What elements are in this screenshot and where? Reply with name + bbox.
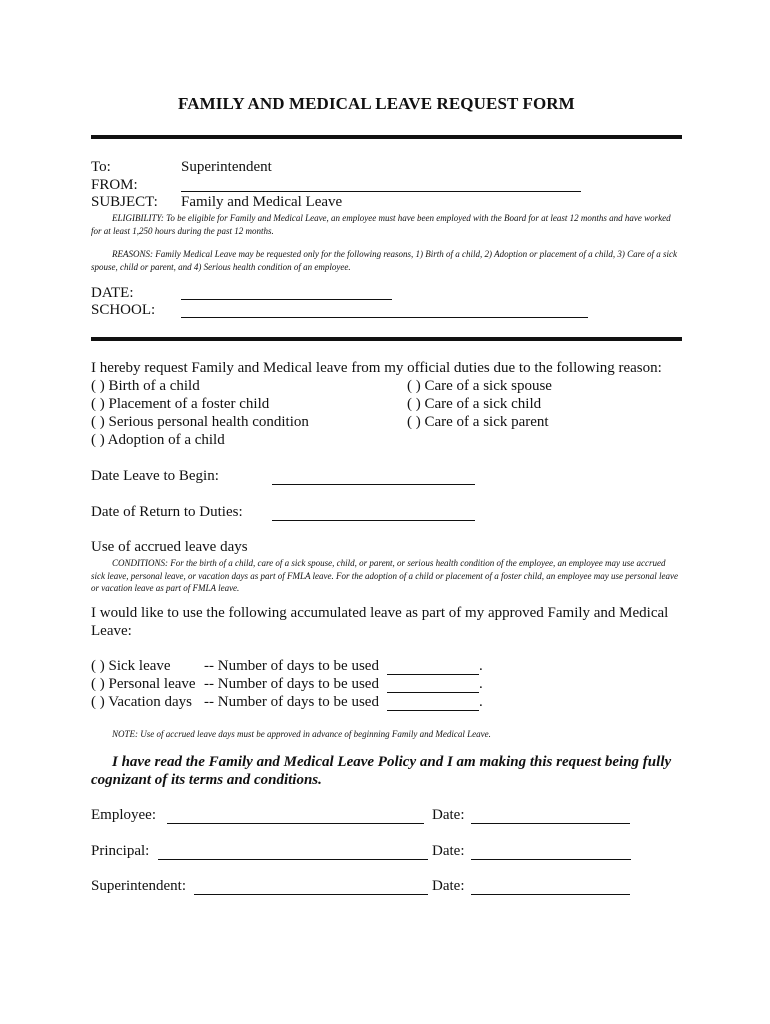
vacation-days-text: -- Number of days to be used: [204, 694, 379, 710]
date-leave-begin-label: Date Leave to Begin:: [91, 468, 219, 484]
to-label: To:: [91, 159, 111, 175]
employee-signature-field[interactable]: [167, 823, 424, 824]
school-field[interactable]: [181, 317, 588, 318]
from-field[interactable]: [181, 191, 581, 192]
date-return-field[interactable]: [272, 520, 475, 521]
employee-label: Employee:: [91, 807, 156, 823]
acknowledgement: I have read the Family and Medical Leave Policy and I am making this request being fully cognizant of its terms and conditions.: [91, 754, 672, 788]
subject-label: SUBJECT:: [91, 194, 158, 210]
vacation-days-period: .: [479, 694, 483, 710]
request-intro: I hereby request Family and Medical leave from my official duties due to the following reason:: [91, 360, 662, 376]
personal-leave-days-field[interactable]: [387, 692, 479, 693]
date-label: DATE:: [91, 285, 134, 301]
option-birth-of-child[interactable]: ( ) Birth of a child: [91, 378, 200, 394]
divider-middle: [91, 337, 682, 341]
option-sick-parent[interactable]: ( ) Care of a sick parent: [407, 414, 549, 430]
option-personal-health[interactable]: ( ) Serious personal health condition: [91, 414, 309, 430]
subject-value: Family and Medical Leave: [181, 194, 343, 210]
personal-leave-period: .: [479, 676, 483, 692]
sick-leave-option[interactable]: ( ) Sick leave: [91, 658, 171, 674]
sick-leave-days-field[interactable]: [387, 674, 479, 675]
superintendent-signature-field[interactable]: [194, 894, 428, 895]
personal-leave-option[interactable]: ( ) Personal leave: [91, 676, 196, 692]
superintendent-date-label: Date:: [432, 878, 465, 894]
conditions-note: CONDITIONS: For the birth of a child, care of a sick spouse, child, or parent, or serious health condition of the employee, an employee may use accrued sick leave, personal leave, or vacation days as part of FMLA leave. For the adoption of a child or placement of a foster child, an employee may use personal leave or vacation leave as part of FMLA leave.: [91, 558, 678, 593]
vacation-days-option[interactable]: ( ) Vacation days: [91, 694, 192, 710]
school-label: SCHOOL:: [91, 302, 156, 318]
date-field[interactable]: [181, 299, 392, 300]
option-sick-child[interactable]: ( ) Care of a sick child: [407, 396, 542, 412]
superintendent-date-field[interactable]: [471, 894, 630, 895]
principal-signature-field[interactable]: [158, 859, 428, 860]
sick-leave-period: .: [479, 658, 483, 674]
employee-date-field[interactable]: [471, 823, 630, 824]
personal-leave-text: -- Number of days to be used: [204, 676, 379, 692]
note: NOTE: Use of accrued leave days must be approved in advance of beginning Family and Medical Leave.: [112, 729, 491, 739]
reasons-note: REASONS: Family Medical Leave may be requested only for the following reasons, 1) Birth of a child, 2) Adoption or placement of a child, 3) Care of a sick spouse, child or parent, and 4) Serious health condition of an employee.: [91, 249, 677, 272]
option-adoption[interactable]: ( ) Adoption of a child: [91, 432, 225, 448]
divider-top: [91, 135, 682, 139]
sick-leave-text: -- Number of days to be used: [204, 658, 379, 674]
date-leave-begin-field[interactable]: [272, 484, 475, 485]
page-title: FAMILY AND MEDICAL LEAVE REQUEST FORM: [178, 94, 575, 113]
principal-label: Principal:: [91, 843, 150, 859]
from-label: FROM:: [91, 177, 138, 193]
principal-date-field[interactable]: [471, 859, 631, 860]
option-foster-child[interactable]: ( ) Placement of a foster child: [91, 396, 270, 412]
superintendent-label: Superintendent:: [91, 878, 186, 894]
option-sick-spouse[interactable]: ( ) Care of a sick spouse: [407, 378, 552, 394]
employee-date-label: Date:: [432, 807, 465, 823]
accumulated-intro: I would like to use the following accumulated leave as part of my approved Family and Medical Leave:: [91, 605, 669, 639]
eligibility-note: ELIGIBILITY: To be eligible for Family and Medical Leave, an employee must have been employed with the Board for at least 12 months and have worked for at least 1,250 hours during the past 12 months.: [91, 213, 671, 236]
to-value: Superintendent: [181, 159, 272, 175]
accrued-heading: Use of accrued leave days: [91, 539, 248, 555]
principal-date-label: Date:: [432, 843, 465, 859]
vacation-days-field[interactable]: [387, 710, 479, 711]
date-return-label: Date of Return to Duties:: [91, 504, 243, 520]
